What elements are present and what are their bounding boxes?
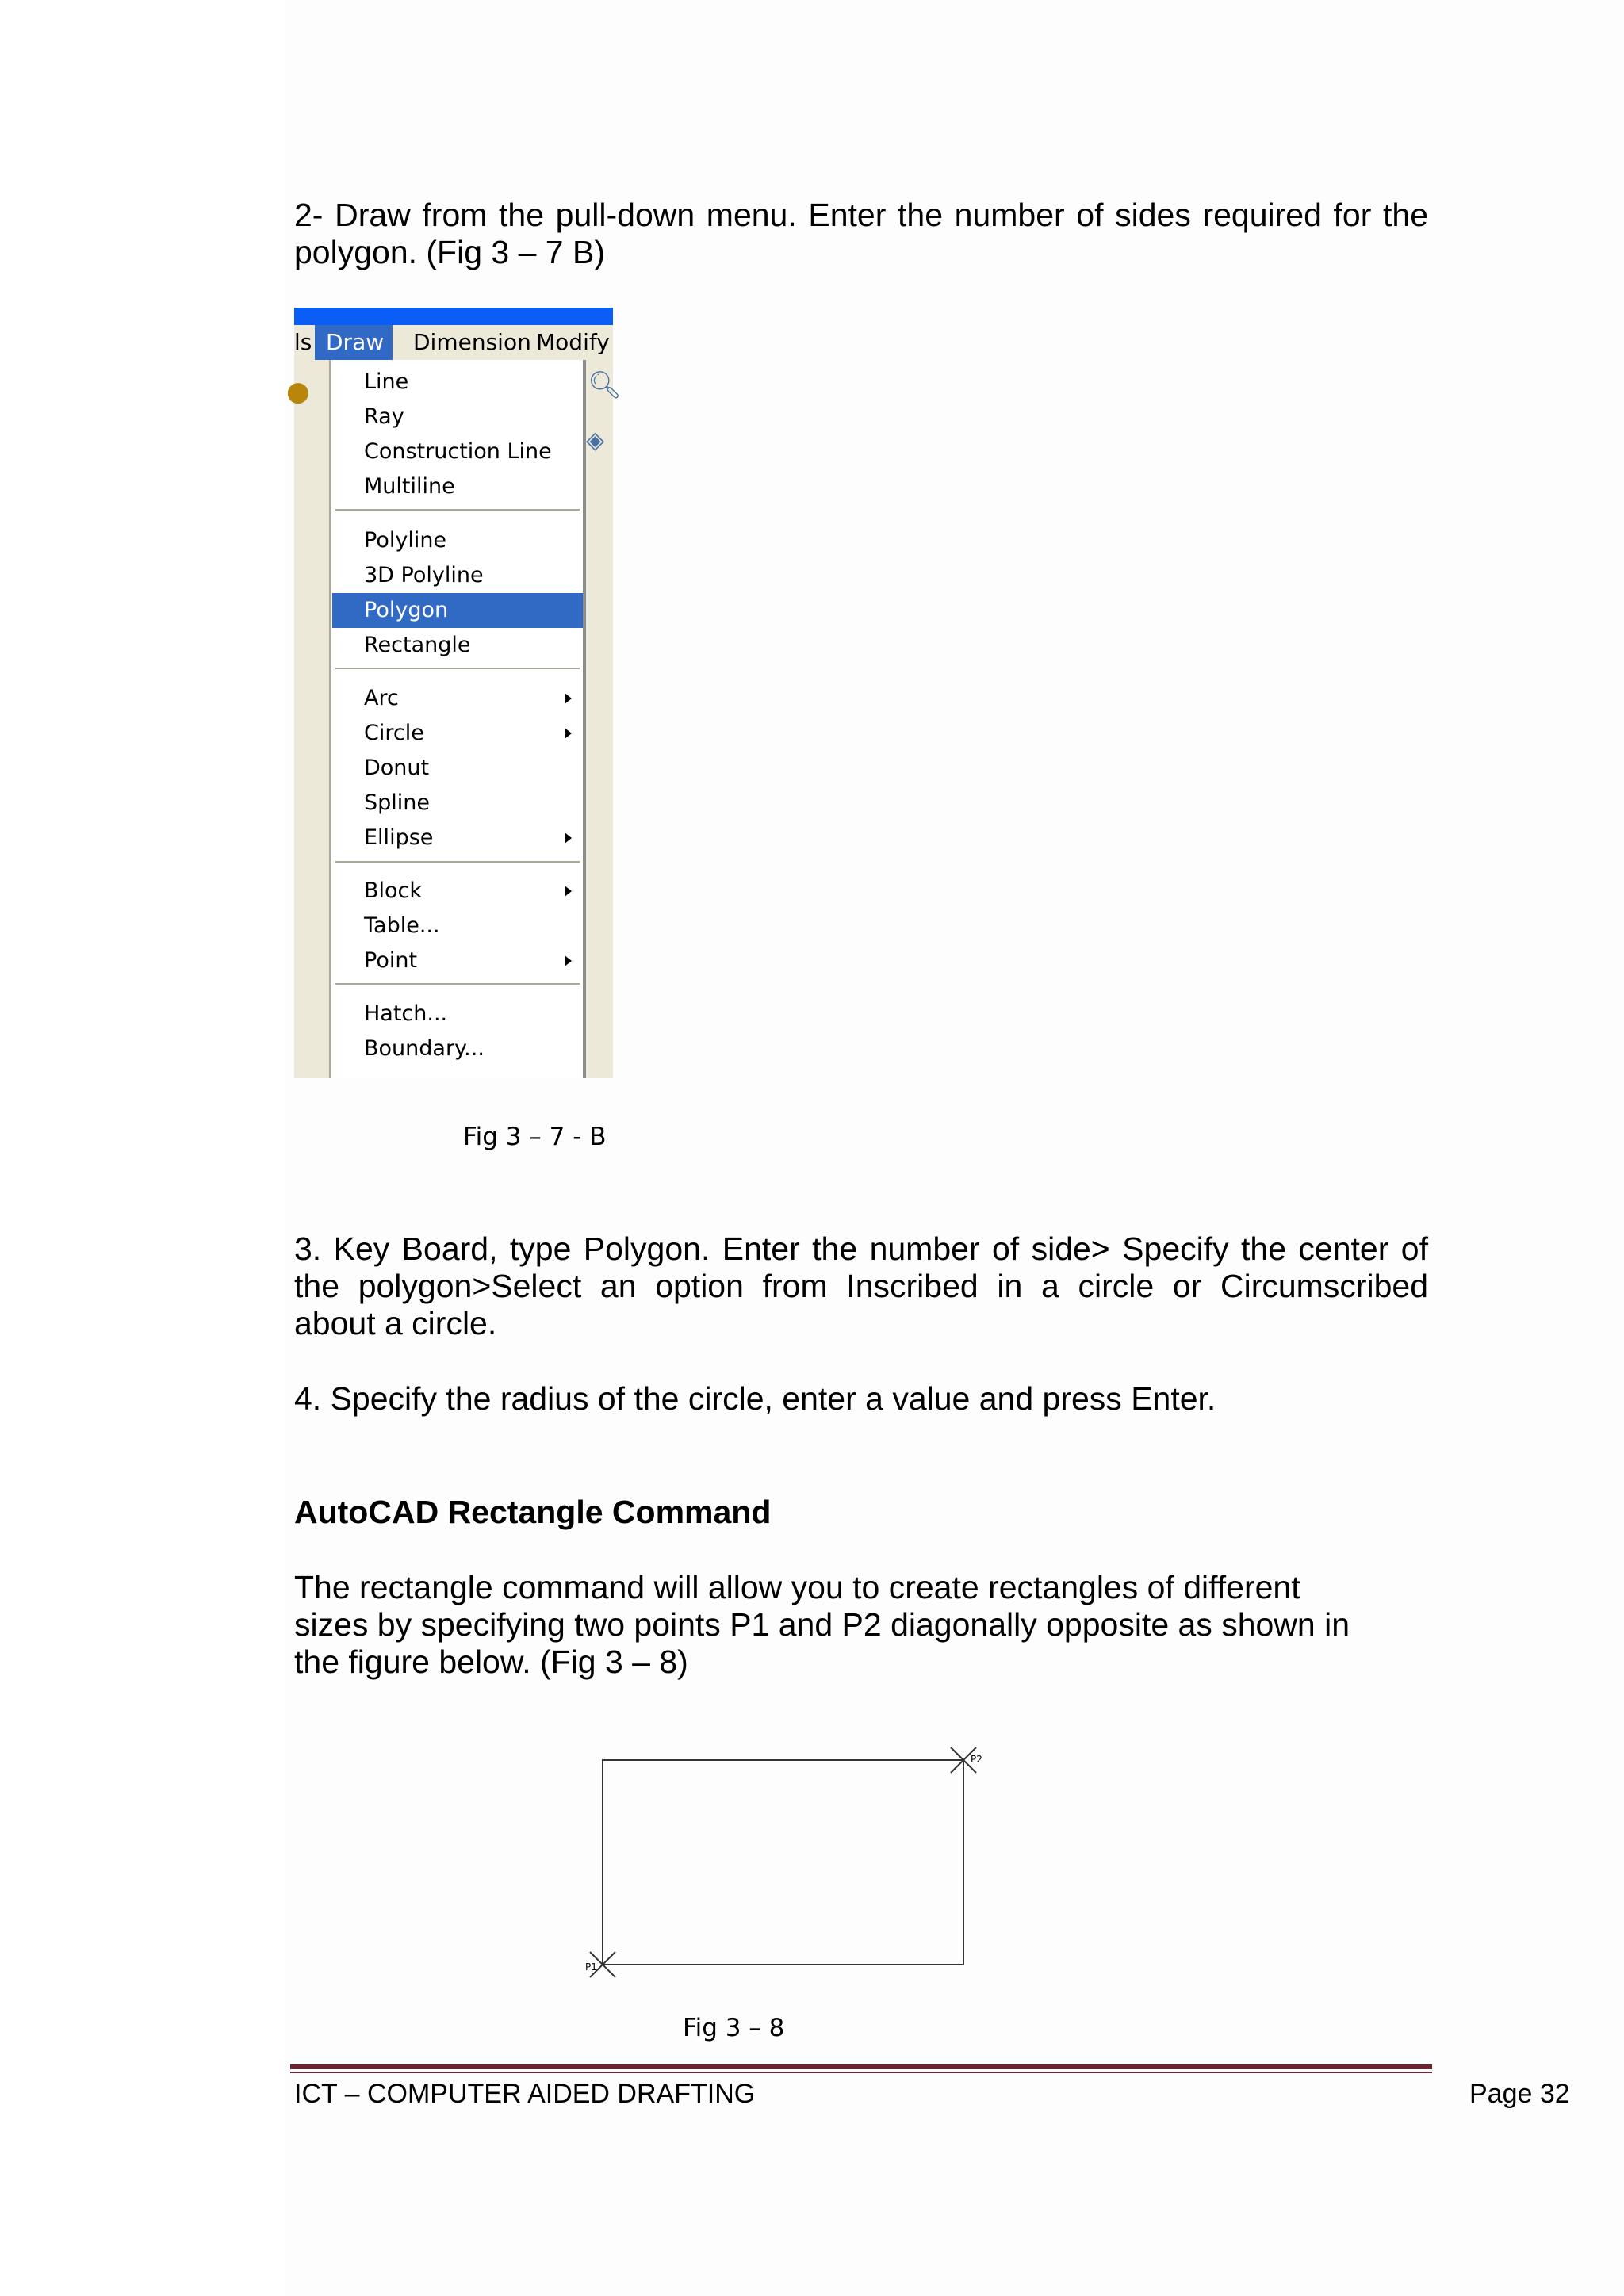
menu-item-label: Circle xyxy=(364,721,424,745)
caption-fig-3-8: Fig 3 – 8 xyxy=(683,2014,785,2042)
menu-item-polyline[interactable] xyxy=(332,523,583,558)
menu-item-boundary[interactable] xyxy=(332,1031,583,1066)
menu-item-label: Multiline xyxy=(364,474,455,499)
rectangle-shape xyxy=(603,1760,963,1965)
rectangle-figure xyxy=(579,1736,991,1990)
draw-menu-screenshot xyxy=(286,308,622,1078)
submenu-arrow-icon xyxy=(565,832,572,844)
menu-item-label: Point xyxy=(364,948,418,973)
footer-rule-thin xyxy=(290,2072,1432,2073)
step-3-line-2: the polygon>Select an option from Inscribed in a circle or Circumscribed xyxy=(294,1268,1428,1304)
menu-item-line[interactable] xyxy=(332,365,583,400)
submenu-arrow-icon xyxy=(565,886,572,897)
label-p1: P1 xyxy=(585,1961,597,1973)
menu-item-point[interactable] xyxy=(332,943,583,978)
window-titlebar xyxy=(294,308,613,325)
zoom-icon[interactable]: 🔍︎ xyxy=(588,369,622,401)
step-3-line-3: about a circle. xyxy=(294,1305,497,1341)
step-2-text: 2- Draw from the pull-down menu. Enter the number of sides required for the polygon. (Fig 3 – 7 B) xyxy=(294,197,1428,270)
menu-item-label: Spline xyxy=(364,790,431,815)
menu-item-donut[interactable] xyxy=(332,751,583,786)
menu-separator xyxy=(335,509,580,511)
menu-item-label: Polyline xyxy=(364,528,447,553)
menu-item-label: Donut xyxy=(364,756,430,780)
menu-item-label: Boundary... xyxy=(364,1036,485,1061)
menu-item-label: Block xyxy=(364,878,423,903)
menu-item-label: 3D Polyline xyxy=(364,563,484,587)
menu-item-circle[interactable] xyxy=(332,716,583,751)
menubar xyxy=(294,325,613,360)
menu-item-label: Polygon xyxy=(364,598,449,622)
menubar-item-dimension[interactable]: Dimension xyxy=(413,329,531,355)
rectangle-para-line-1: The rectangle command will allow you to create rectangles of different xyxy=(294,1569,1300,1605)
footer-rule xyxy=(290,2064,1432,2069)
menu-item-multiline[interactable] xyxy=(332,469,583,504)
menu-item-label: Rectangle xyxy=(364,633,471,657)
menu-item-label: Ellipse xyxy=(364,825,434,850)
menu-separator xyxy=(335,668,580,669)
menu-separator xyxy=(335,983,580,985)
menu-item-table[interactable] xyxy=(332,909,583,943)
menu-item-hatch[interactable] xyxy=(332,997,583,1031)
menu-item-label: Hatch... xyxy=(364,1001,448,1026)
menu-item-construction-line[interactable] xyxy=(332,434,583,469)
step-4-text: 4. Specify the radius of the circle, enter a value and press Enter. xyxy=(294,1380,1216,1417)
layers-icon[interactable]: ◈ xyxy=(586,427,605,454)
submenu-arrow-icon xyxy=(565,693,572,704)
footer-title: ICT – COMPUTER AIDED DRAFTING xyxy=(294,2079,756,2109)
menu-item-ray[interactable] xyxy=(332,400,583,434)
submenu-arrow-icon xyxy=(565,728,572,739)
label-p2: P2 xyxy=(971,1754,982,1765)
menu-item-polygon[interactable] xyxy=(332,593,583,628)
menu-item-3d-polyline[interactable] xyxy=(332,558,583,593)
menu-item-label: Construction Line xyxy=(364,439,552,464)
submenu-arrow-icon xyxy=(565,955,572,966)
menubar-item-modify[interactable]: Modify xyxy=(536,329,610,355)
draw-dropdown-menu xyxy=(329,360,586,1078)
rectangle-para-line-3: the figure below. (Fig 3 – 8) xyxy=(294,1644,688,1680)
toolbar-tool-icon[interactable]: ● xyxy=(286,376,310,408)
menu-item-block[interactable] xyxy=(332,874,583,909)
rectangle-para-line-2: sizes by specifying two points P1 and P2 diagonally opposite as shown in xyxy=(294,1606,1350,1643)
menu-item-arc[interactable] xyxy=(332,681,583,716)
menu-item-label: Table... xyxy=(364,913,440,938)
menu-item-label: Ray xyxy=(364,404,404,429)
menubar-item-tools[interactable]: ls xyxy=(294,329,312,355)
menu-item-rectangle[interactable] xyxy=(332,628,583,663)
menu-separator xyxy=(335,861,580,863)
menubar-item-draw[interactable]: Draw xyxy=(315,325,393,360)
caption-fig-3-7-b: Fig 3 – 7 - B xyxy=(463,1123,607,1151)
step-3-line-1: 3. Key Board, type Polygon. Enter the number of side> Specify the center of xyxy=(294,1230,1428,1267)
page-number: Page 32 xyxy=(1469,2079,1570,2109)
menu-item-label: Line xyxy=(364,369,409,394)
menu-item-spline[interactable] xyxy=(332,786,583,821)
section-heading: AutoCAD Rectangle Command xyxy=(294,1494,772,1530)
menu-item-label: Arc xyxy=(364,686,399,710)
menu-item-ellipse[interactable] xyxy=(332,821,583,855)
